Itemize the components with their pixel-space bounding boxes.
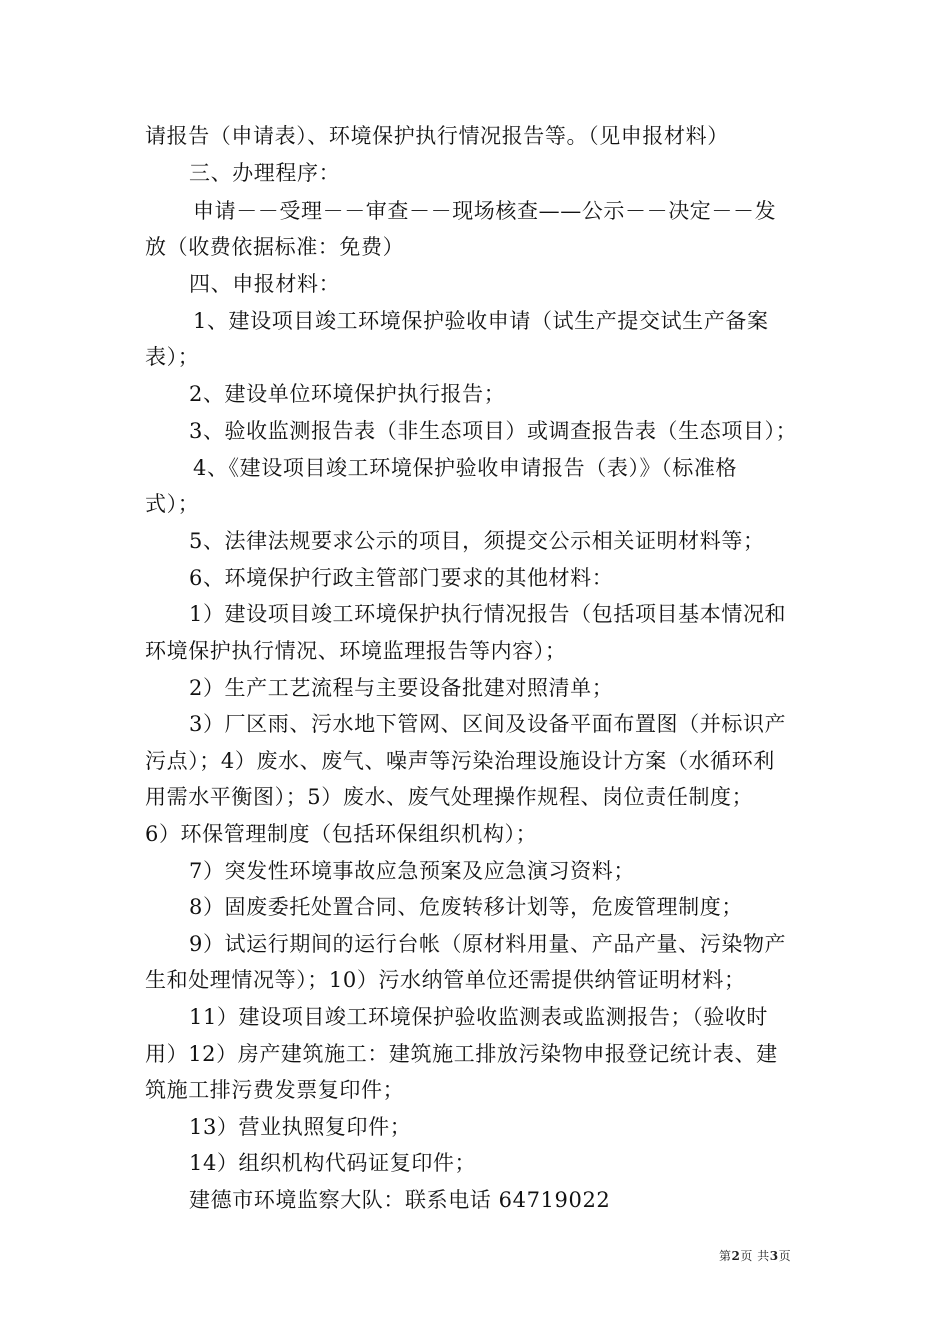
text-line: 5、法律法规要求公示的项目，须提交公示相关证明材料等； [189,529,765,553]
text-line: 1、建设项目竣工环境保护验收申请（试生产提交试生产备案 [193,309,769,333]
section-heading: 三、办理程序： [189,161,341,185]
section-heading: 四、申报材料： [189,272,341,296]
text-line: 14）组织机构代码证复印件； [189,1151,477,1175]
text-line: 8）固废委托处置合同、危废转移计划等，危废管理制度； [189,895,743,919]
text-line: 2）生产工艺流程与主要设备批建对照清单； [189,676,614,700]
page-footer [719,1248,791,1264]
text-line: 4、《建设项目竣工环境保护验收申请报告（表）》（标准格 [193,456,738,480]
text-line: 请报告（申请表）、环境保护执行情况报告等。（见申报材料） [145,124,729,148]
text-line: 式）； [145,492,200,516]
footer-suffix: 页 [778,1249,792,1263]
text-line: 7）突发性环境事故应急预案及应急演习资料； [189,859,635,883]
text-line: 表）； [145,345,200,369]
text-line: 3）厂区雨、污水地下管网、区间及设备平面布置图（并标识产 [189,712,787,736]
text-line: 生和处理情况等）；10）污水纳管单位还需提供纳管证明材料； [145,968,746,992]
text-line: 6、环境保护行政主管部门要求的其他材料： [189,566,614,590]
text-line: 2、建设单位环境保护执行报告； [189,382,506,406]
text-line: 放（收费依据标准：免费） [145,235,405,259]
text-line: 9）试运行期间的运行台帐（原材料用量、产品产量、污染物产 [189,932,787,956]
text-line: 环境保护执行情况、环境监理报告等内容）； [145,639,567,663]
text-line: 用）12）房产建筑施工：建筑施工排放污染物申报登记统计表、建 [145,1042,778,1066]
contact-line: 建德市环境监察大队：联系电话 64719022 [189,1188,611,1212]
current-page-number: 2 [731,1249,741,1263]
text-line: 筑施工排污费发票复印件； [145,1078,405,1102]
text-line: 13）营业执照复印件； [189,1115,412,1139]
text-line: 6）环保管理制度（包括环保组织机构）； [145,822,538,846]
total-pages-number: 3 [769,1249,779,1263]
text-line: 污点）；4）废水、废气、噪声等污染治理设施设计方案（水循环利 [145,749,775,773]
text-line: 1）建设项目竣工环境保护执行情况报告（包括项目基本情况和 [189,602,787,626]
footer-middle: 页 共 [740,1249,770,1263]
text-line: 3、验收监测报告表（非生态项目）或调查报告表（生态项目）； [189,419,798,443]
text-line: 申请－－受理－－审查－－现场核查——公示－－决定－－发 [193,199,777,223]
text-line: 11）建设项目竣工环境保护验收监测表或监测报告；（验收时 [189,1005,769,1029]
footer-prefix: 第 [719,1249,732,1263]
text-line: 用需水平衡图）；5）废水、废气处理操作规程、岗位责任制度； [145,785,754,809]
